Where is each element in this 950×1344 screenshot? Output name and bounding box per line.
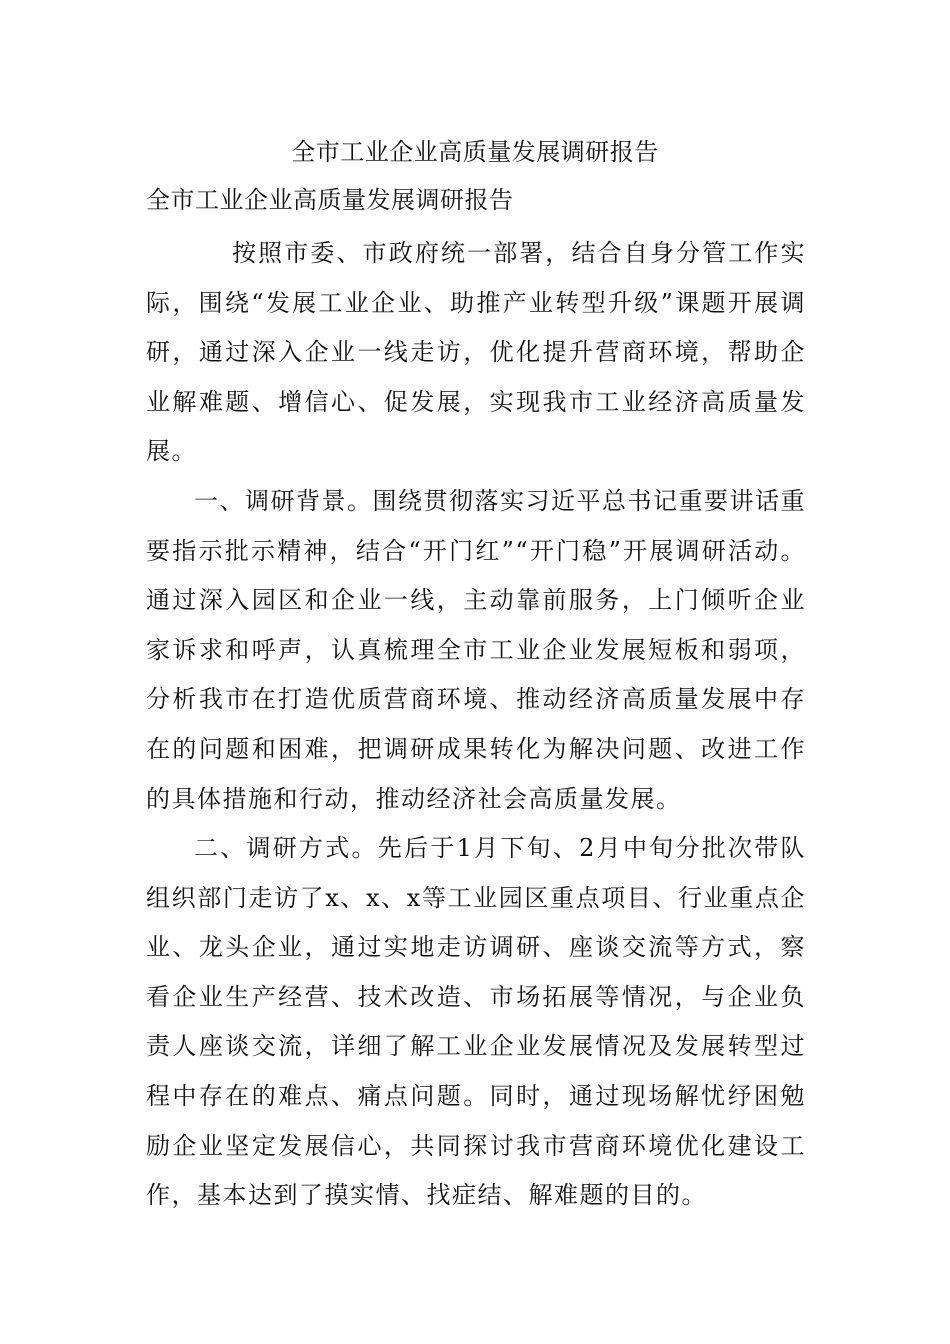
document-subtitle: 全市工业企业高质量发展调研报告	[146, 186, 514, 214]
paragraph-intro: 按照市委、市政府统一部署，结合自身分管工作实际，围绕“发展工业企业、助推产业转型升级”课题开展调研，通过深入企业一线走访，优化提升营商环境，帮助企业解难题、增信心、促发展，实现我市工业经济高质量发展。	[146, 239, 806, 466]
paragraph-background: 一、调研背景。围绕贯彻落实习近平总书记重要讲话重要指示批示精神，结合“开门红”“开门稳”开展调研活动。通过深入园区和企业一线，主动靠前服务，上门倾听企业家诉求和呼声，认真梳理全市工业企业发展短板和弱项，分析我市在打造优质营商环境、推动经济高质量发展中存在的问题和困难，把调研成果转化为解决问题、改进工作的具体措施和行动，推动经济社会高质量发展。	[146, 487, 806, 813]
paragraph-method: 二、调研方式。先后于1月下旬、2月中旬分批次带队组织部门走访了x、x、x等工业园区重点项目、行业重点企业、龙头企业，通过实地走访调研、座谈交流等方式，察看企业生产经营、技术改造、市场拓展等情况，与企业负责人座谈交流，详细了解工业企业发展情况及发展转型过程中存在的难点、痛点问题。同时，通过现场解忧纾困勉励企业坚定发展信心，共同探讨我市营商环境优化建设工作，基本达到了摸实情、找症结、解难题的目的。	[146, 834, 806, 1210]
document-title: 全市工业企业高质量发展调研报告	[291, 138, 659, 166]
